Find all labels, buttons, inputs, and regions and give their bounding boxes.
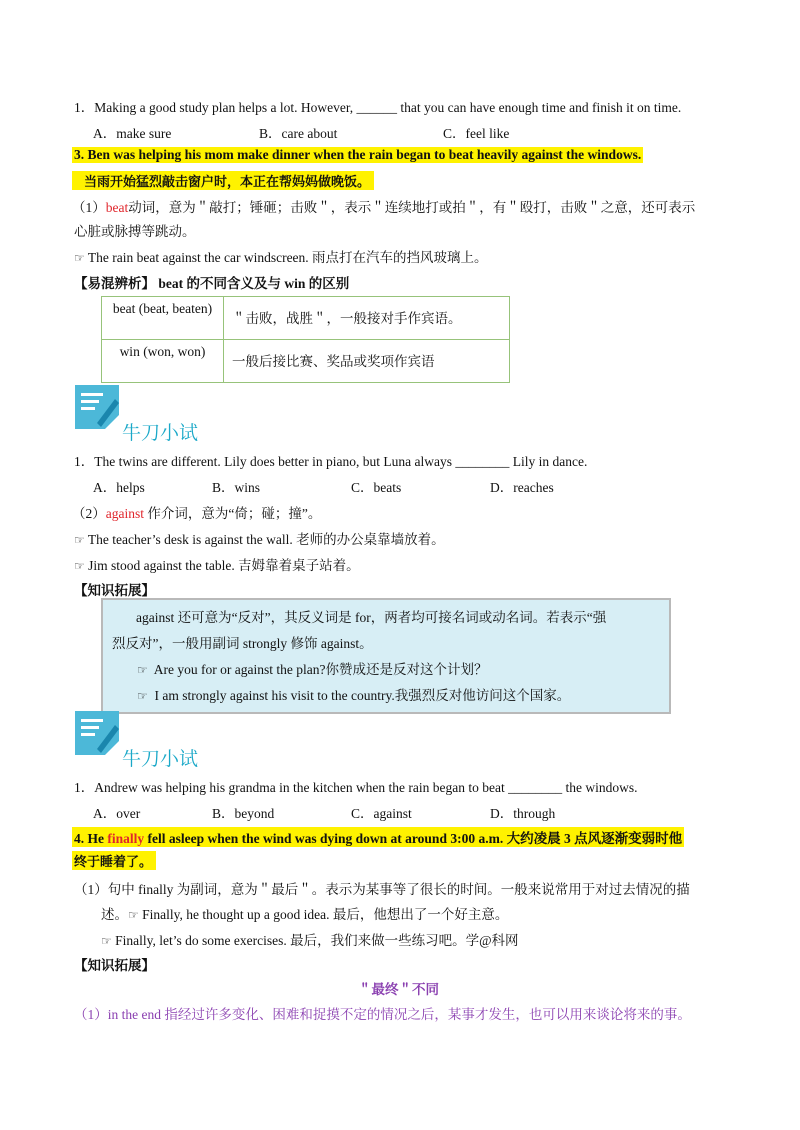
point-1-cont: 心脏或脉搏等跳动。 [74, 224, 196, 239]
table-row [102, 297, 510, 340]
practice-title: 牛刀小试 [122, 422, 199, 444]
section-4-subtitle: ＂最终＂不同 [358, 982, 439, 997]
point-2-prefix: （2） [72, 506, 106, 521]
note-pencil-icon [75, 711, 119, 755]
option-c: C．against [351, 806, 412, 821]
practice-question-stem: 1．The twins are different. Lily does better in piano, but Luna always ________ Lily in dance. [74, 454, 588, 469]
option-d: D．reaches [490, 480, 554, 495]
pointing-hand-icon: ☞ [74, 533, 85, 547]
option-c: C．feel like [443, 126, 510, 141]
extension-example-2-text: I am strongly against his visit to the country.我强烈反对他访问这个国家。 [154, 688, 571, 703]
compare-table [101, 296, 510, 383]
section-3-title: 3. Ben was helping his mom make dinner when the rain began to beat heavily against the windows. [74, 147, 642, 162]
section-4-title [72, 827, 684, 847]
note-pencil-icon [75, 385, 119, 429]
section-4-last-point: （1）in the end 指经过许多变化、困难和捉摸不定的情况之后，某事才发生，也可以用来谈论将来的事。 [74, 1007, 691, 1022]
extension-example-1 [137, 658, 487, 678]
table-cell-word: win (won, won) [102, 340, 224, 383]
table-cell-word: beat (beat, beaten) [102, 297, 224, 340]
pointing-hand-icon: ☞ [128, 908, 139, 922]
pointing-hand-icon: ☞ [137, 663, 148, 677]
example-2-text: The teacher’s desk is against the wall. 老师的办公桌靠墙放着。 [87, 532, 445, 547]
practice-title: 牛刀小试 [122, 748, 199, 770]
option-b: B．wins [212, 480, 261, 495]
extension-title: 【知识拓展】 [74, 583, 155, 598]
section-3-translation: 当雨开始猛烈敲击窗户时，本正在帮妈妈做晚饭。 [72, 171, 374, 190]
example-3 [74, 554, 360, 574]
option-b: B．care about [259, 126, 338, 141]
example-1-text: The rain beat against the car windscreen. 雨点打在汽车的挡风玻璃上。 [87, 250, 488, 265]
section-4-point-1-cont [101, 903, 508, 923]
section-4-example-2: Finally, let’s do some exercises. 最后，我们来做一些练习吧。学@科网 [115, 933, 519, 948]
pointing-hand-icon: ☞ [74, 559, 85, 573]
table-row [102, 340, 510, 383]
section-4-point-1-end: 述。 [101, 907, 128, 922]
section-4-title-cont: 终于睡着了。 [72, 851, 156, 870]
section-4-title-b: fell asleep when the wind was dying down at around 3:00 a.m. 大约凌晨 3 点风逐渐变弱时他 [144, 831, 683, 846]
option-a: A．make sure [93, 126, 172, 141]
section-4-example-1: Finally, he thought up a good idea. 最后，他想出了一个好主意。 [142, 907, 509, 922]
section-4-example-2-line [101, 929, 519, 949]
extension-line-2: 烈反对”，一般用副词 strongly 修饰 against。 [112, 636, 373, 651]
example-2 [74, 528, 445, 548]
section-4-extension-title: 【知识拓展】 [74, 958, 155, 973]
extension-line-1: against 还可意为“反对”，其反义词是 for，两者均可接名词或动名词。若表示“强 [136, 610, 607, 625]
compare-title: 【易混辨析】 beat 的不同含义及与 win 的区别 [74, 276, 350, 291]
section-4-point-1: （1）句中 finally 为副词，意为＂最后＂。表示为某事等了很长的时间。一般来说常用于对过去情况的描 [74, 882, 690, 897]
extension-example-2 [137, 684, 570, 704]
example-1 [74, 246, 488, 266]
option-d: D．through [490, 806, 556, 821]
point-1-prefix: （1） [72, 200, 106, 215]
keyword-against: against [105, 506, 144, 521]
option-c: C．beats [351, 480, 402, 495]
point-2 [72, 502, 321, 522]
extension-box [101, 598, 671, 714]
point-2-text: 作介词，意为“倚；碰；撞”。 [144, 506, 322, 521]
table-cell-meaning: 一般后接比赛、奖品或奖项作宾语 [224, 340, 510, 383]
option-a: A．helps [93, 480, 145, 495]
question-1-stem: 1．Making a good study plan helps a lot. However, ______ that you can have enough time and finish it on time. [74, 100, 682, 115]
section-4-title-a: 4. He [74, 831, 108, 846]
keyword-finally: finally [107, 831, 145, 846]
keyword-beat: beat [105, 200, 129, 215]
pointing-hand-icon: ☞ [74, 251, 85, 265]
option-a: A．over [93, 806, 141, 821]
table-cell-meaning: ＂击败，战胜＂，一般接对手作宾语。 [224, 297, 510, 340]
pointing-hand-icon: ☞ [101, 934, 112, 948]
example-3-text: Jim stood against the table. 吉姆靠着桌子站着。 [88, 558, 360, 573]
point-1-text: 动词，意为＂敲打；锤砸；击败＂，表示＂连续地打或拍＂，有＂殴打，击败＂之意，还可表示 [128, 200, 696, 215]
practice-question-stem: 1．Andrew was helping his grandma in the kitchen when the rain began to beat ________ the windows. [74, 780, 638, 795]
option-b: B．beyond [212, 806, 275, 821]
extension-example-1-text: Are you for or against the plan?你赞成还是反对这个计划？ [153, 662, 488, 677]
point-1 [72, 196, 695, 216]
pointing-hand-icon: ☞ [137, 689, 148, 703]
